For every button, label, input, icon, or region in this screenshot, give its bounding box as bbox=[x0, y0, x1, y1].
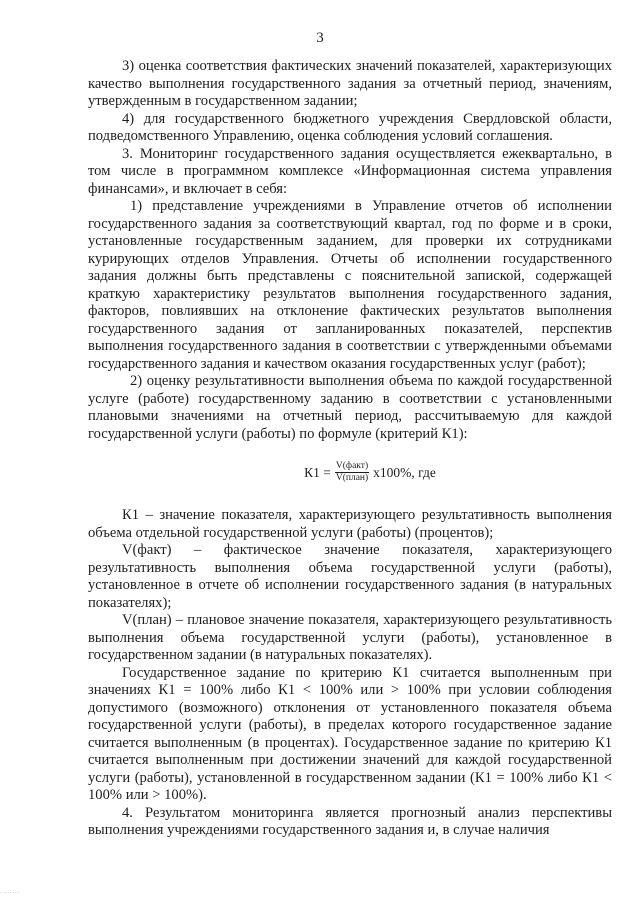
definition-k1: К1 – значение показателя, характеризующего результативность выполнения объема отдельной государственной услуги (работы) (процентов); bbox=[88, 507, 612, 541]
scan-mark: ........ bbox=[0, 888, 20, 895]
paragraph-subitem-1: 1) представление учреждениями в Управление отчетов об исполнении государственного задания за соответствующий квартал, год по форме и в сроки, установленные государственным заданием, для проверки их сотрудниками курирующих отделов Управления. Отчеты об исполнении государственного задания должны быть представлены с пояснительной запиской, содержащей краткую характеристику результатов выполнения государственного задания, факторов, повлиявших на отклонение фактических результатов выполнения государственного задания от запланированных показателей, перспектив выполнения государственного задания в соответствии с утвержденными объемами государственного задания и качеством оказания государственных услуг (работ); bbox=[88, 198, 612, 372]
document-body bbox=[88, 58, 612, 840]
definition-v-plan: V(план) – плановое значение показателя, характеризующего результативность выполнения объема государственной услуги (работы), установленное в государственном задании (в натуральных показателях). bbox=[88, 612, 612, 663]
formula-numerator: V(факт) bbox=[335, 461, 369, 471]
paragraph-subitem-2: 2) оценку результативности выполнения объема по каждой государственной услуге (работе) государственному заданию в соответствии с установленными плановыми значениями на отчетный период, рассчитываемую для каждой государственной услуги (работы) по формуле (критерий К1): bbox=[88, 373, 612, 442]
paragraph-section-4: 4. Результатом мониторинга является прогнозный анализ перспективы выполнения учреждениями государственного задания и, в случае наличия bbox=[88, 804, 612, 838]
formula-fraction bbox=[335, 461, 369, 484]
paragraph-item-3: 3) оценка соответствия фактических значений показателей, характеризующих качество выполнения государственного задания за отчетный период, значениям, утвержденным в государственном задании; bbox=[88, 58, 612, 109]
paragraph-item-4: 4) для государственного бюджетного учреждения Свердловской области, подведомственного Управлению, оценка соблюдения условий соглашения. bbox=[88, 110, 612, 144]
definition-v-fact: V(факт) – фактическое значение показателя, характеризующего результативность выполнения объема государственной услуги (работы), установленное в отчете об исполнении государственного задания (в натуральных показателях); bbox=[88, 542, 612, 611]
paragraph-criterion-k1: Государственное задание по критерию К1 считается выполненным при значениях К1 = 100% либо К1 < 100% или > 100% при условии соблюдения допустимого (возможного) отклонения от установленного показателя объема государственной услуги (работы), в пределах которого государственное задание считается выполненным (в процентах). Государственное задание по критерию К1 считается выполненным при достижении значений для каждой государственной услуги (работы), установленной в государственном задании (К1 = 100% либо К1 < 100% или > 100%). bbox=[88, 664, 612, 803]
paragraph-section-3: 3. Мониторинг государственного задания осуществляется ежеквартально, в том числе в программном комплексе «Информационная система управления финансами», и включает в себя: bbox=[88, 145, 612, 197]
formula-denominator: V(план) bbox=[335, 473, 369, 483]
formula-k1 bbox=[88, 461, 612, 484]
formula-rhs: x100%, где bbox=[373, 464, 436, 480]
page-number: 3 bbox=[316, 30, 324, 46]
formula-lhs: К1 = bbox=[304, 464, 331, 480]
